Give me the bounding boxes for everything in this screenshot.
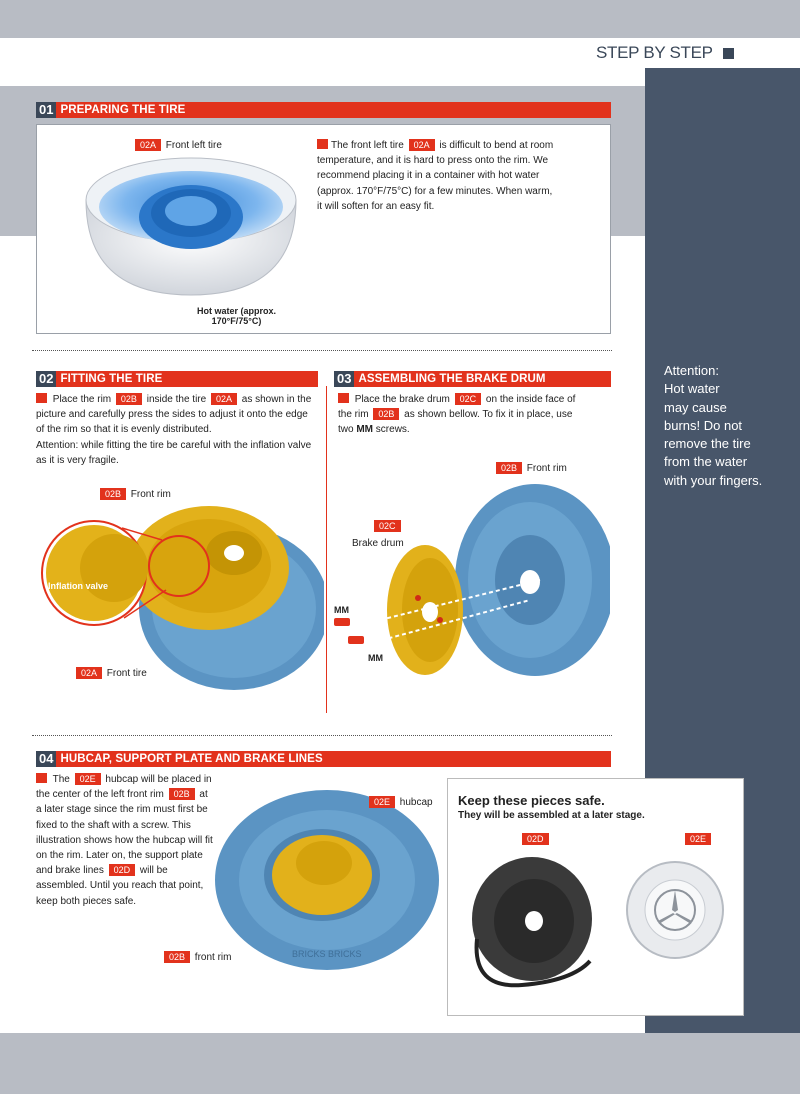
section-02-header bbox=[36, 371, 318, 387]
top-band bbox=[0, 0, 800, 38]
section-title: ASSEMBLING THE BRAKE DRUM bbox=[358, 373, 546, 385]
front-rim-label: 02B front rim bbox=[162, 951, 231, 963]
section-01-header bbox=[36, 102, 611, 118]
bottom-band bbox=[0, 1033, 800, 1094]
valve-label: Inflation valve bbox=[48, 581, 109, 591]
support-plate-tag: 02D bbox=[520, 833, 551, 845]
mm-screw-label: MM bbox=[334, 605, 349, 615]
bullet-square-icon bbox=[36, 393, 47, 403]
bullet-square-icon bbox=[317, 139, 328, 149]
hot-water-label: Hot water (approx. 170°F/75°C) bbox=[197, 306, 277, 326]
section-title: PREPARING THE TIRE bbox=[60, 104, 186, 116]
divider bbox=[32, 735, 612, 736]
section-number: 02 bbox=[36, 371, 56, 387]
header-square-icon bbox=[723, 48, 734, 59]
section-03-header bbox=[334, 371, 611, 387]
section-number: 03 bbox=[334, 371, 354, 387]
section-02-text: Place the rim 02B inside the tire 02A as shown in the picture and carefully press the sides to adjust it onto the edge of the rim so that it is evenly distributed. Attention: while fitting the tire be careful with the inflation valve as it is very fragile. bbox=[36, 394, 312, 466]
hubcap-tag: 02E bbox=[683, 833, 713, 845]
brake-drum-label: Brake drum bbox=[352, 538, 404, 549]
tire-label: 02A Front left tire bbox=[133, 139, 222, 151]
keep-subtitle: They will be assembled at a later stage. bbox=[458, 810, 645, 821]
section-title: HUBCAP, SUPPORT PLATE AND BRAKE LINES bbox=[60, 753, 323, 765]
hubcap-illustration bbox=[212, 785, 442, 985]
section-title: FITTING THE TIRE bbox=[60, 373, 163, 385]
section-04-text: The 02E hubcap will be placed in the center of the left front rim 02B at a later stage since the rim must first be fixed to the shaft with a screw. This illustration shows how the hubcap will fit on the rim. Later on, the support plate and brake lines 02D will be assembled. Until you reach that point, keep both pieces safe. bbox=[36, 774, 213, 907]
front-rim-label: 02B Front rim bbox=[494, 462, 567, 474]
step-by-step-header bbox=[590, 38, 800, 68]
tire-sidewall-text: BRICKS BRICKS bbox=[292, 949, 362, 959]
divider bbox=[32, 350, 612, 351]
section-02-rule bbox=[326, 386, 327, 713]
hubcap-label: 02E hubcap bbox=[367, 796, 433, 808]
bullet-square-icon bbox=[36, 773, 47, 783]
keep-title: Keep these pieces safe. bbox=[458, 793, 605, 808]
front-rim-label: 02B Front rim bbox=[98, 488, 171, 500]
keep-pieces-box bbox=[447, 778, 744, 1016]
section-number: 04 bbox=[36, 751, 56, 767]
page-title: STEP BY STEP bbox=[596, 43, 713, 62]
mm-screw-label: MM bbox=[368, 653, 383, 663]
section-01-text: The front left tire 02A is difficult to bend at room temperature, and it is hard to press onto the rim. We recommend placing it in a container with hot water (approx. 170°F/75°C) for a few minutes. When warm, it will soften for an easy fit. bbox=[317, 140, 554, 212]
bullet-square-icon bbox=[338, 393, 349, 403]
attention-note: Attention: Hot water may cause burns! Do not remove the tire from the water with your fingers. bbox=[664, 363, 763, 488]
section-03-text: Place the brake drum 02C on the inside face of the rim 02B as shown bellow. To fix it in place, use two MM screws. bbox=[338, 394, 576, 436]
section-04-header bbox=[36, 751, 611, 767]
front-tire-label: 02A Front tire bbox=[74, 667, 147, 679]
section-01-box bbox=[36, 124, 611, 334]
section-number: 01 bbox=[36, 102, 56, 118]
hubcap-image bbox=[620, 855, 730, 965]
support-plate-image bbox=[462, 849, 602, 999]
brake-drum-tag: 02C bbox=[372, 520, 403, 532]
brake-drum-illustration bbox=[330, 470, 610, 700]
